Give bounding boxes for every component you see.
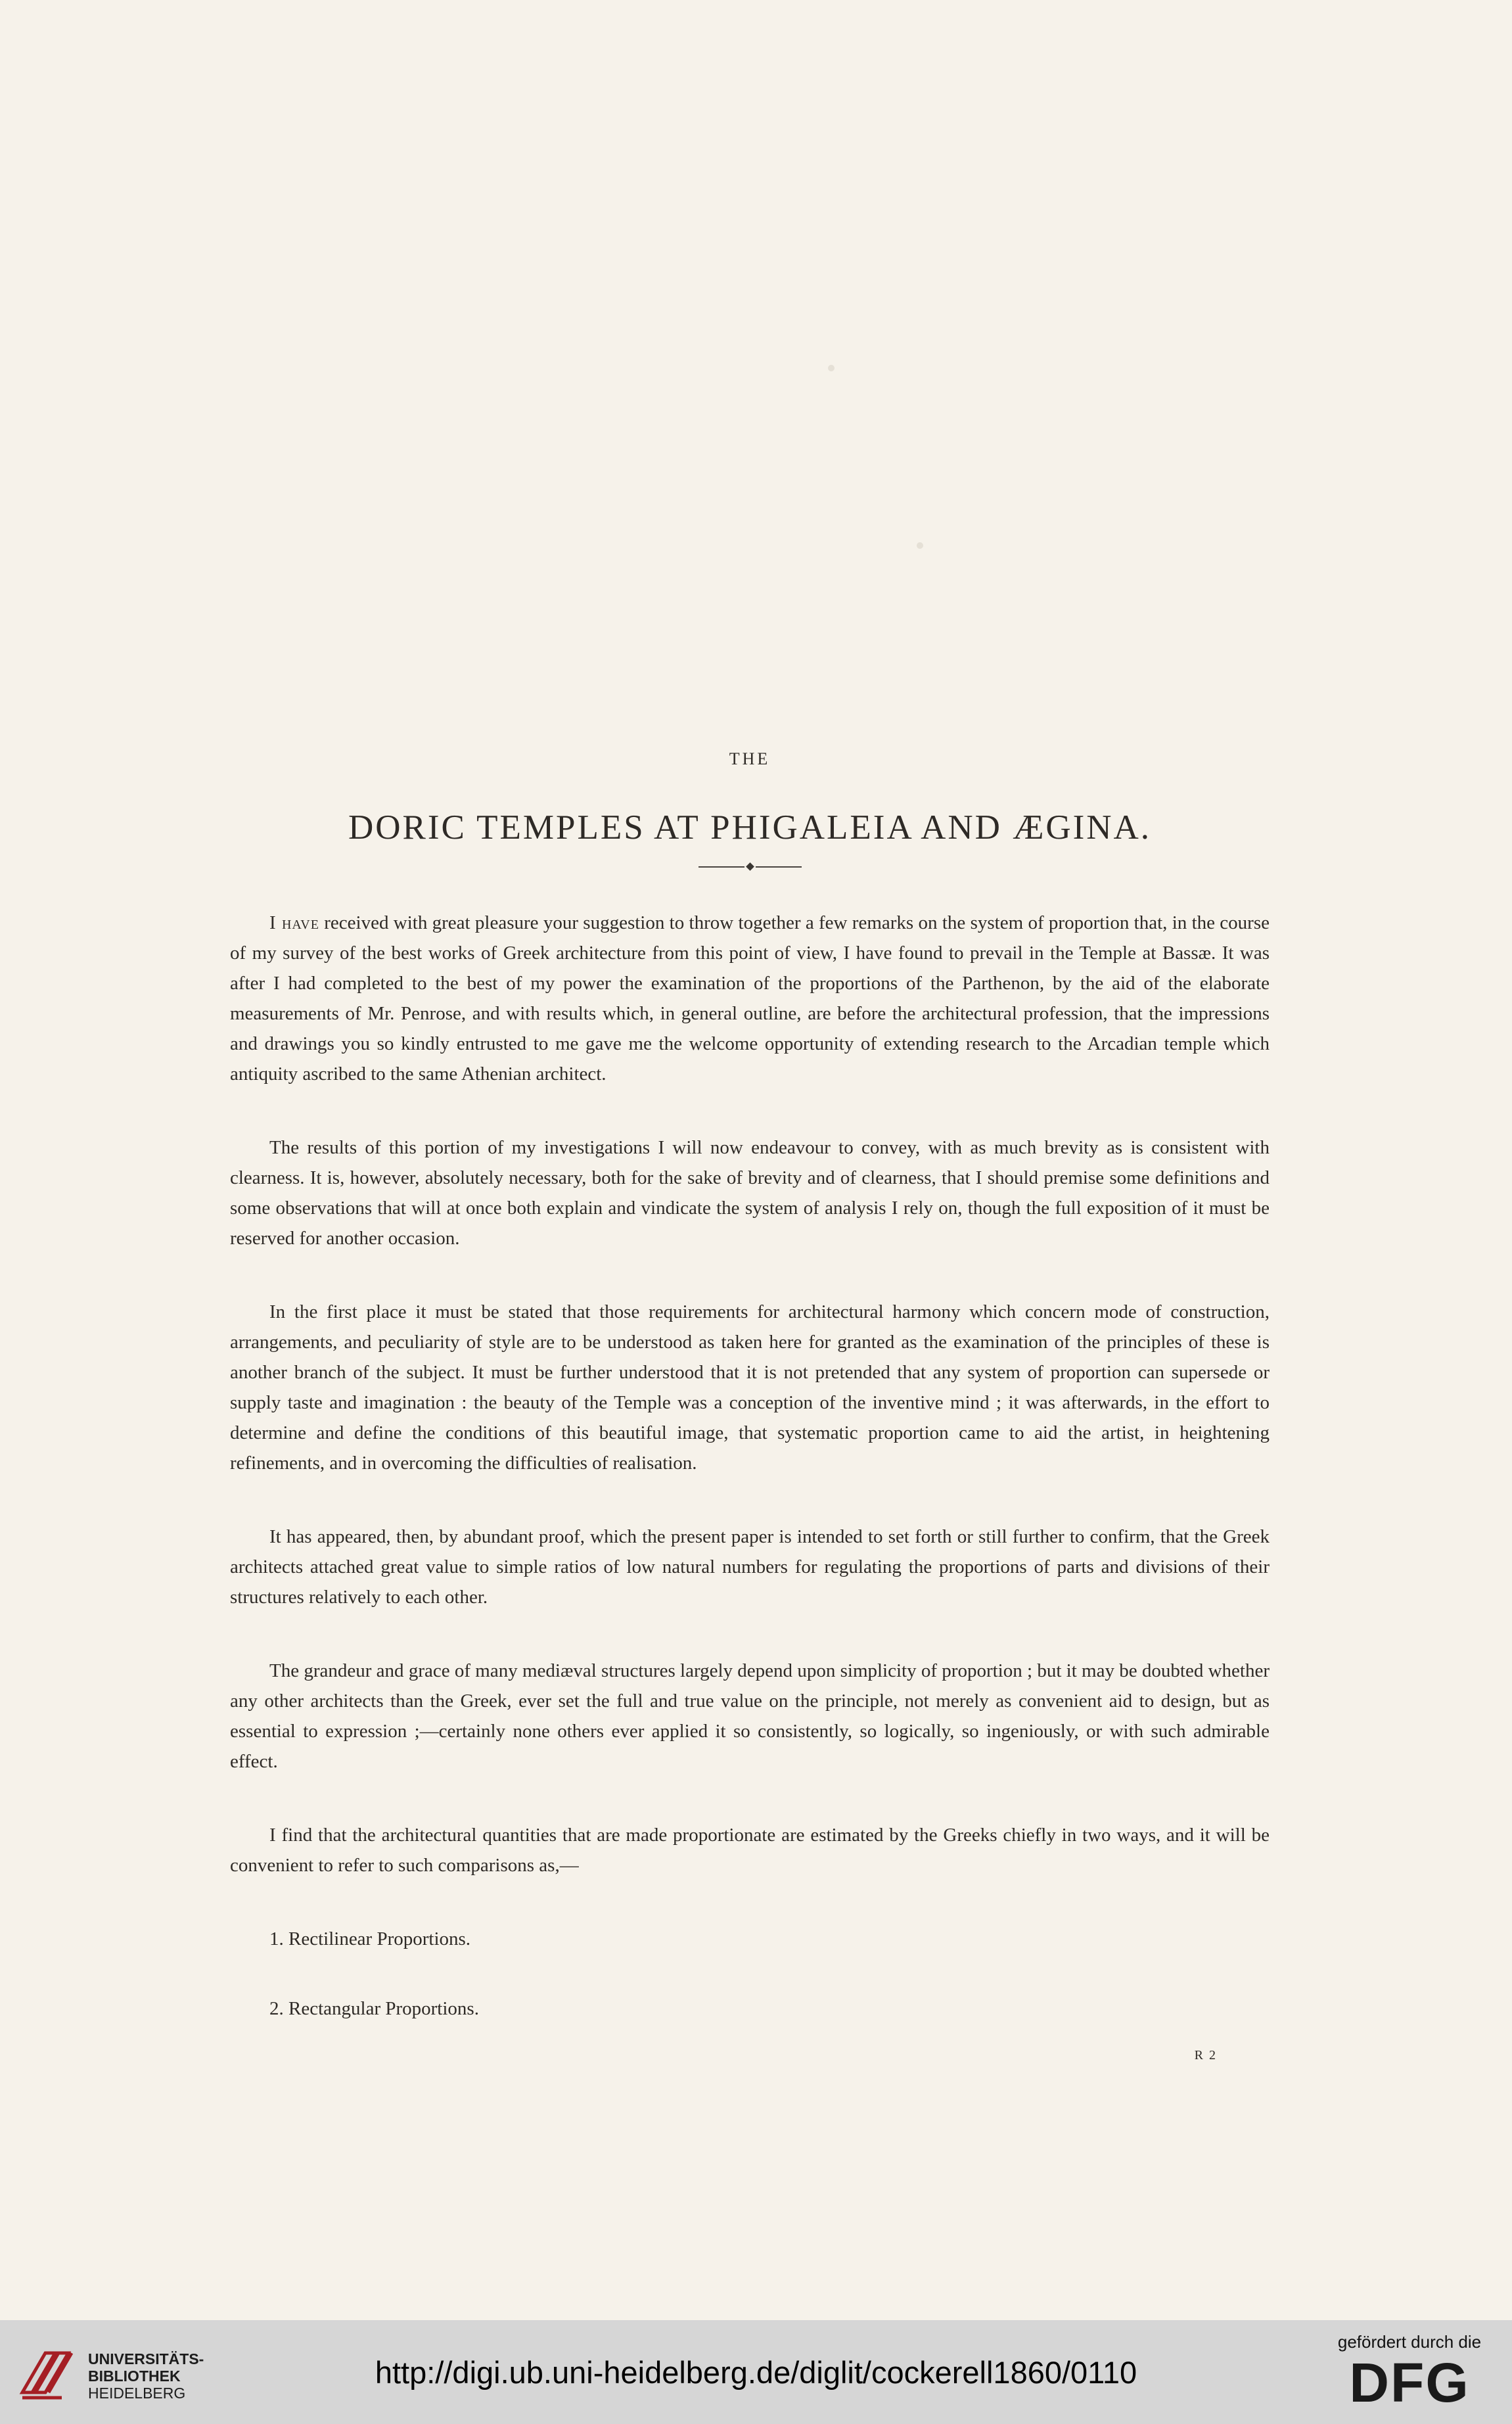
library-line: UNIVERSITÄTS- (88, 2350, 204, 2367)
digitization-footer (0, 2320, 1512, 2424)
permalink-url[interactable]: http://digi.ub.uni-heidelberg.de/diglit/cockerell1860/0110 (375, 2355, 1137, 2390)
document-body (230, 749, 1270, 2063)
library-line: HEIDELBERG (88, 2385, 186, 2402)
signature-mark: R 2 (1194, 2048, 1217, 2063)
page-title: DORIC TEMPLES AT PHIGALEIA AND ÆGINA. (348, 808, 1152, 847)
paragraph: The results of this portion of my investigations I will now endeavour to convey, with as much brevity as is consistent with clearness. It is, however, absolutely necessary, both for the sake of brevity and of clearness, that I should premise some definitions and some observations that will at once both explain and vindicate the system of analysis I rely on, though the full exposition of it must be reserved for another occasion. (230, 1137, 1270, 1249)
paragraph: I find that the architectural quantities that are made proportionate are estimated by the Greeks chiefly in two ways, and it will be convenient to refer to such comparisons as,— (230, 1825, 1270, 1876)
paragraph: In the first place it must be stated that those requirements for architectural harmony which concern mode of construction, arrangements, and peculiarity of style are to be understood as taken here for granted as the examination of the principles of these is another branch of the subject. It must be further understood that it is not pretended that any system of proportion can supersede or supply taste and imagination : the beauty of the Temple was a conception of the inventive mind ; it was afterwards, in the effort to determine and define the conditions of this beautiful image, that systematic proportion came to aid the artist, in heightening refinements, and in overcoming the difficulties of realisation. (230, 1301, 1270, 1474)
paragraph-text: received with great pleasure your suggestion to throw together a few remarks on the system of proportion that, in the course of my survey of the best works of Greek architecture from this point of view, I have found to prevail in the Temple at Bassæ. It was after I had completed to the best of my power the examination of the proportions of the Parthenon, by the aid of the elaborate measurements of Mr. Penrose, and with results which, in general outline, are before the architectural profession, that the impressions and drawings you so kindly entrusted to me gave me the welcome opportunity of extending research to the Arcadian temple which antiquity ascribed to the same Athenian architect. (230, 912, 1270, 1085)
heading-small: THE (729, 749, 771, 768)
paragraph: It has appeared, then, by abundant proof, which the present paper is intended to set forth or still further to confirm, that the Greek architects attached great value to simple ratios of low natural numbers for regulating the proportions of parts and divisions of their structures relatively to each other. (230, 1526, 1270, 1608)
paragraph (230, 908, 1270, 1089)
list-item: 2. Rectangular Proportions. (269, 1998, 479, 2020)
funding-block (1331, 2332, 1488, 2413)
paragraph: The grandeur and grace of many mediæval structures largely depend upon simplicity of proportion ; but it may be doubted whether any other architects than the Greek, ever set the full and true value on the principle, not merely as convenient aid to design, but as essential to expression ;—certainly none others ever applied it so consistently, so logically, so ingeniously, or with such admirable effect. (230, 1660, 1270, 1773)
library-line: BIBLIOTHEK (88, 2367, 181, 2385)
funding-caption: gefördert durch die (1337, 2332, 1482, 2352)
paragraph-lead: I have (269, 912, 319, 934)
dfg-logo: DFG (1349, 2352, 1470, 2413)
paper-speck (917, 542, 923, 549)
paper-speck (828, 365, 835, 371)
list-item: 1. Rectilinear Proportions. (269, 1928, 471, 1950)
diamond-ornament-icon (230, 864, 1270, 870)
